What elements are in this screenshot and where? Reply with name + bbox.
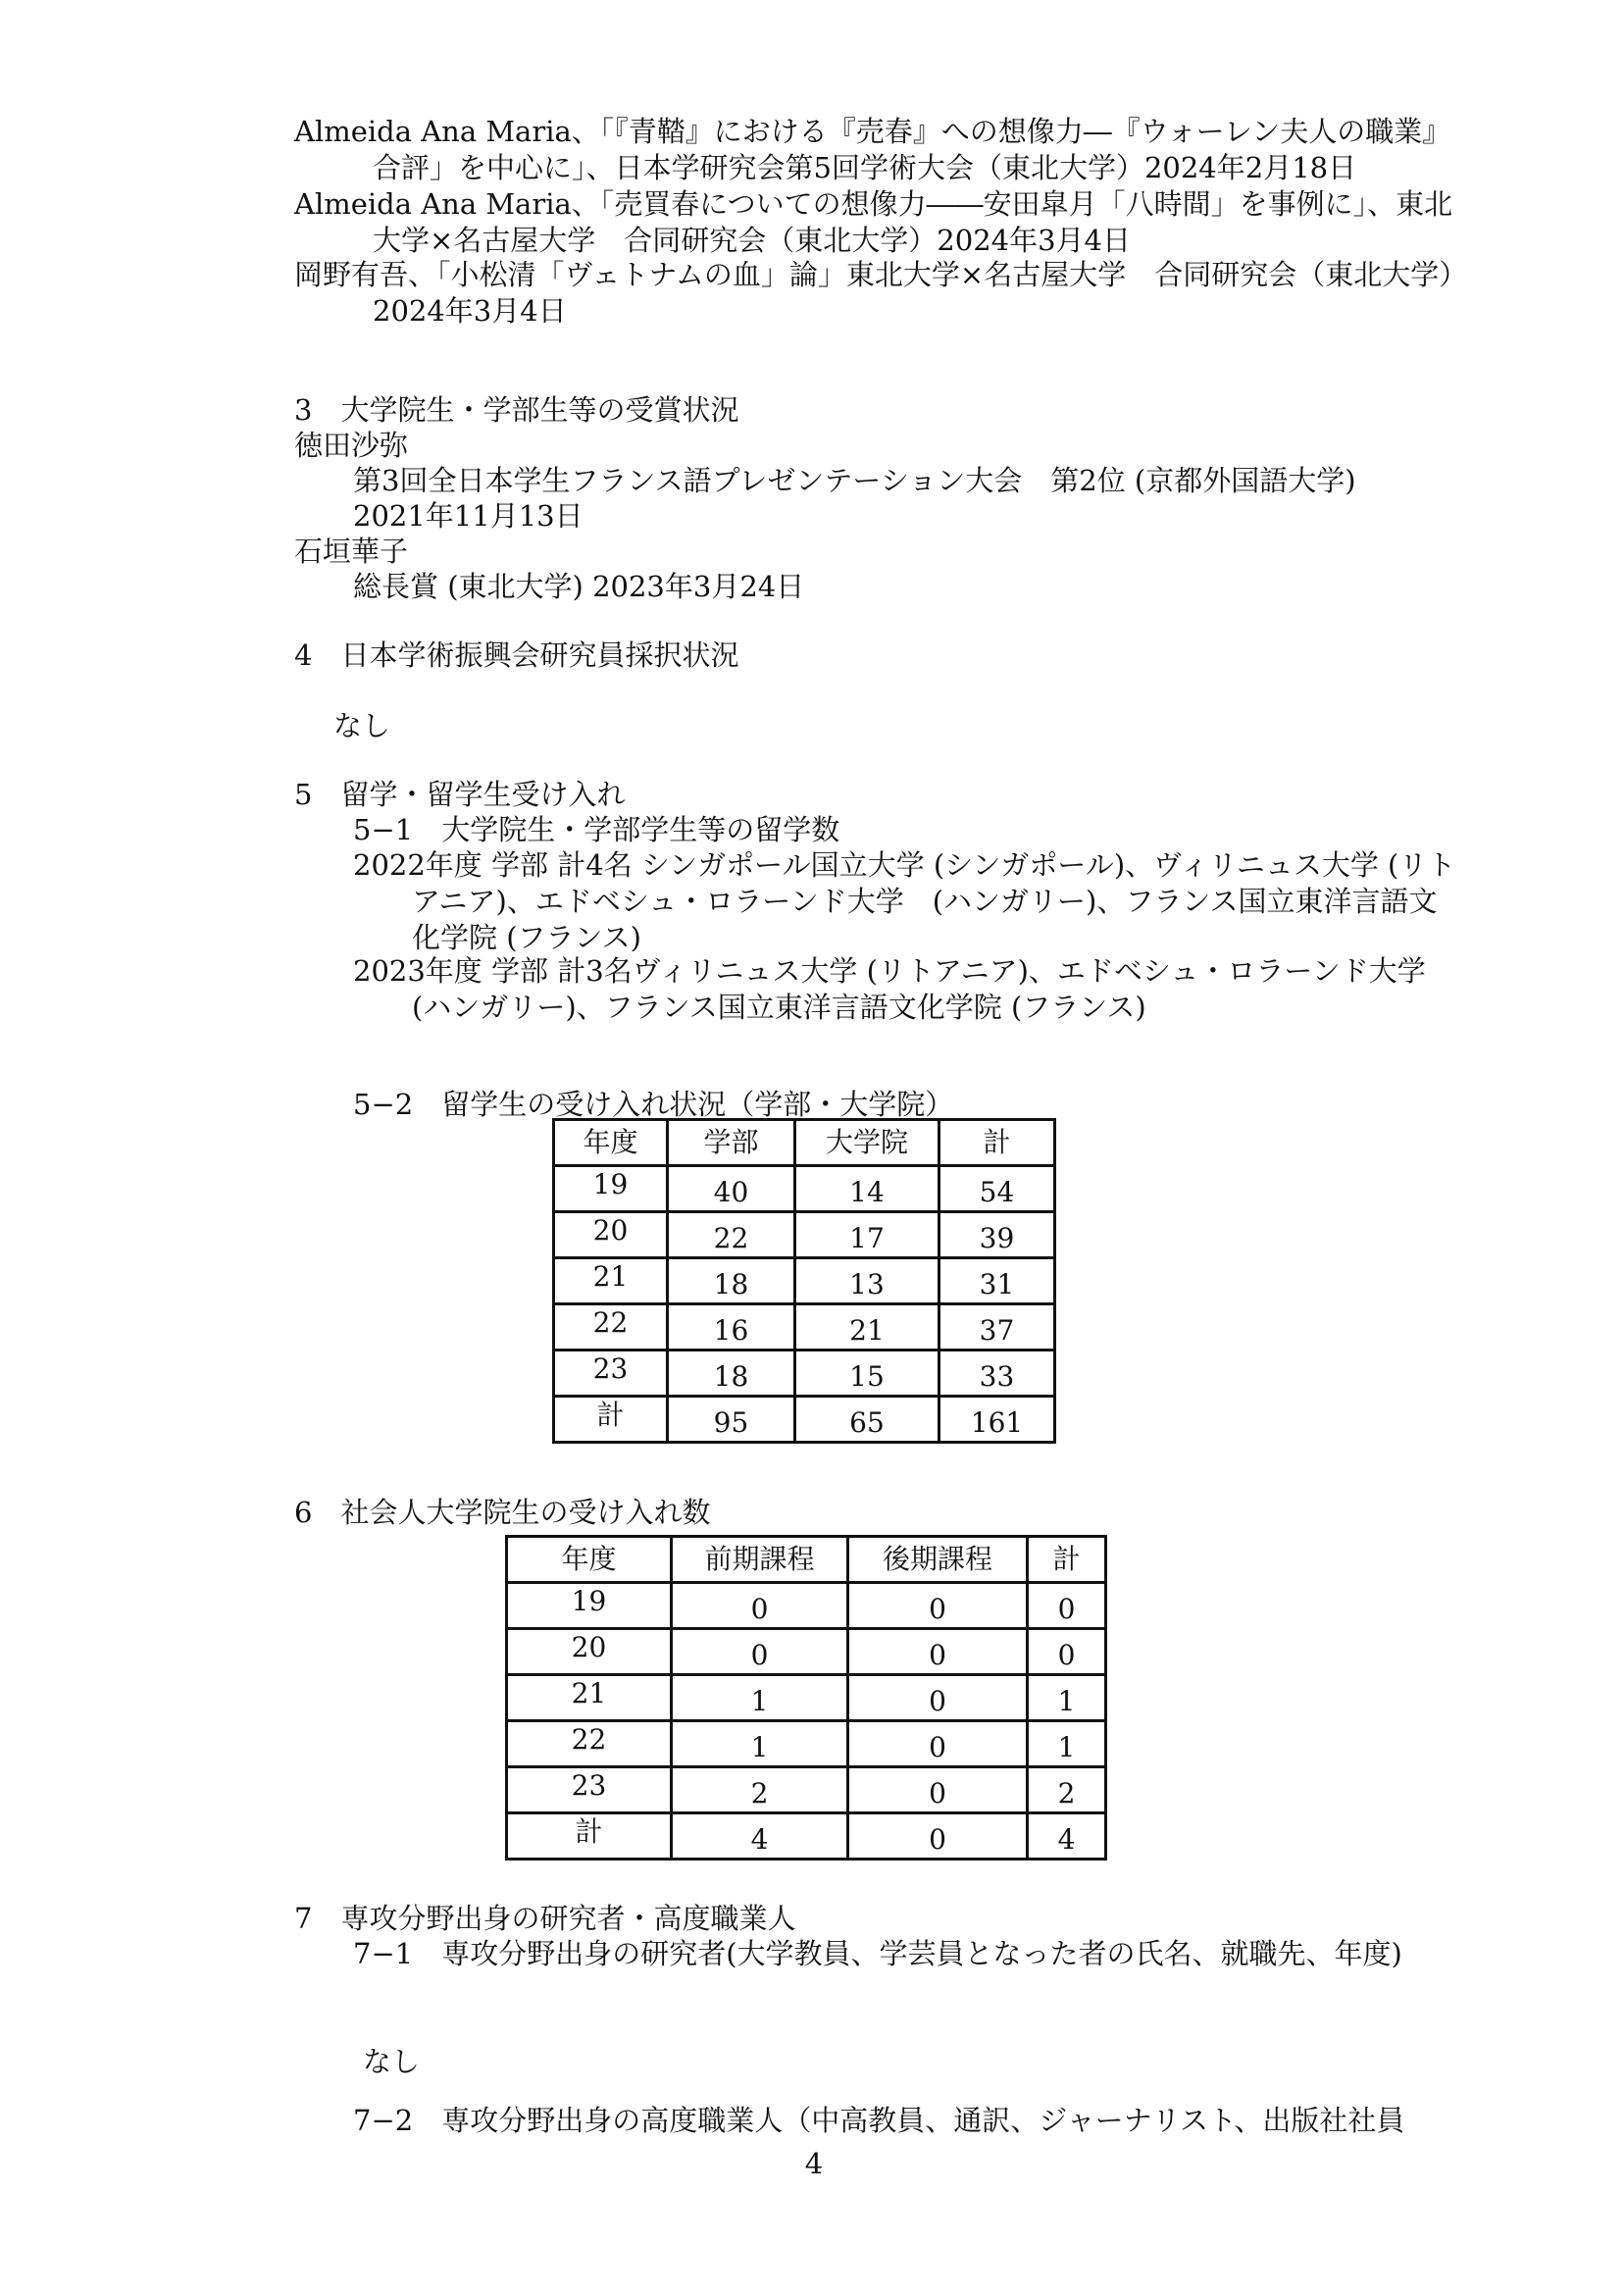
table-cell: 計 <box>554 1397 668 1443</box>
table-cell: 31 <box>939 1258 1055 1304</box>
awardee-name: 徳田沙弥 <box>294 429 409 462</box>
study-abroad-entry: 2022年度 学部 計4名 シンガポール国立大学 (シンガポール)、ヴィリニュス大学 (リトアニア)、エドベシュ・ロラーンド大学 (ハンガリー)、フランス国立東洋言語文化学院 (フランス) <box>353 848 1456 954</box>
table-cell: 16 <box>668 1304 795 1351</box>
reference-entry: Almeida Ana Maria、「売買春についての想像力――安田皐月「八時間」を事例に」、東北大学×名古屋大学 合同研究会（東北大学）2024年3月4日 <box>294 187 1453 257</box>
table-cell: 0 <box>848 1767 1028 1813</box>
table-cell: 1 <box>1028 1675 1106 1721</box>
table-cell: 0 <box>672 1583 848 1629</box>
intl-students-table <box>552 1118 1056 1444</box>
section-heading: 4 日本学術振興会研究員採択状況 <box>294 638 739 672</box>
table-cell: 13 <box>795 1258 939 1304</box>
table-header-row <box>554 1120 1055 1166</box>
table-row <box>554 1212 1055 1258</box>
table-cell: 17 <box>795 1212 939 1258</box>
page-number: 4 <box>804 2147 824 2180</box>
subsection-heading: 7−1 専攻分野出身の研究者(大学教員、学芸員となった者の氏名、就職先、年度) <box>353 1937 1402 1970</box>
table-cell: 54 <box>939 1166 1055 1212</box>
table-row <box>554 1351 1055 1397</box>
table-cell: 21 <box>795 1304 939 1351</box>
table-row <box>507 1721 1106 1767</box>
column-header: 年度 <box>507 1537 672 1583</box>
reference-entry: Almeida Ana Maria、「『青鞜』における『売春』への想像力―『ウォーレン夫人の職業』合評」を中心に」、日本学研究会第5回学術大会（東北大学）2024年2月18日 <box>294 115 1451 184</box>
reference-entry: 岡野有吾、「小松清「ヴェトナムの血」論」東北大学×名古屋大学 合同研究会（東北大学）2024年3月4日 <box>294 258 1468 328</box>
table-cell: 14 <box>795 1166 939 1212</box>
table-cell: 95 <box>668 1397 795 1443</box>
table-cell: 20 <box>507 1629 672 1675</box>
table-cell: 22 <box>507 1721 672 1767</box>
table-cell: 20 <box>554 1212 668 1258</box>
table-cell: 39 <box>939 1212 1055 1258</box>
table-cell: 19 <box>507 1583 672 1629</box>
table-cell: 22 <box>668 1212 795 1258</box>
table-cell: 1 <box>1028 1721 1106 1767</box>
column-header: 計 <box>939 1120 1055 1166</box>
working-adult-students-table <box>505 1535 1107 1861</box>
table-total-row <box>554 1397 1055 1443</box>
table-cell: 計 <box>507 1813 672 1860</box>
table-cell: 18 <box>668 1258 795 1304</box>
table-row <box>554 1304 1055 1351</box>
table-cell: 0 <box>848 1813 1028 1860</box>
table-cell: 161 <box>939 1397 1055 1443</box>
table-cell: 19 <box>554 1166 668 1212</box>
table-cell: 4 <box>1028 1813 1106 1860</box>
column-header: 後期課程 <box>848 1537 1028 1583</box>
table-cell: 4 <box>672 1813 848 1860</box>
column-header: 前期課程 <box>672 1537 848 1583</box>
awardee-name: 石垣華子 <box>294 535 409 568</box>
table-cell: 2 <box>1028 1767 1106 1813</box>
table-row <box>554 1166 1055 1212</box>
column-header: 計 <box>1028 1537 1106 1583</box>
section-heading: 7 専攻分野出身の研究者・高度職業人 <box>294 1902 796 1935</box>
table-cell: 0 <box>848 1675 1028 1721</box>
award-detail: 第3回全日本学生フランス語プレゼンテーション大会 第2位 (京都外国語大学) <box>353 464 1356 497</box>
table-row <box>507 1767 1106 1813</box>
table-cell: 65 <box>795 1397 939 1443</box>
award-date: 2021年11月13日 <box>353 499 584 533</box>
table-header-row <box>507 1537 1106 1583</box>
section-body: なし <box>333 709 391 742</box>
subsection-heading: 7−2 専攻分野出身の高度職業人（中高教員、通訳、ジャーナリスト、出版社社員 <box>353 2104 1405 2137</box>
table-cell: 33 <box>939 1351 1055 1397</box>
section-heading: 6 社会人大学院生の受け入れ数 <box>294 1496 711 1529</box>
table-cell: 2 <box>672 1767 848 1813</box>
table-cell: 0 <box>848 1629 1028 1675</box>
subsection-heading: 5−2 留学生の受け入れ状況（学部・大学院） <box>353 1088 954 1121</box>
table-cell: 18 <box>668 1351 795 1397</box>
table-row <box>507 1583 1106 1629</box>
table-row <box>507 1629 1106 1675</box>
table-cell: 37 <box>939 1304 1055 1351</box>
award-detail: 総長賞 (東北大学) 2023年3月24日 <box>353 570 805 603</box>
table-cell: 0 <box>848 1583 1028 1629</box>
section-heading: 5 留学・留学生受け入れ <box>294 778 626 811</box>
table-row <box>554 1258 1055 1304</box>
table-cell: 15 <box>795 1351 939 1397</box>
table-cell: 21 <box>507 1675 672 1721</box>
section-heading: 3 大学院生・学部生等の受賞状況 <box>294 393 739 427</box>
table-total-row <box>507 1813 1106 1860</box>
table-cell: 40 <box>668 1166 795 1212</box>
column-header: 大学院 <box>795 1120 939 1166</box>
study-abroad-entry: 2023年度 学部 計3名ヴィリニュス大学 (リトアニア)、エドベシュ・ロラーンド大学 (ハンガリー)、フランス国立東洋言語文化学院 (フランス) <box>353 954 1426 1024</box>
table-row <box>507 1675 1106 1721</box>
section-body: なし <box>363 2045 421 2078</box>
subsection-heading: 5−1 大学院生・学部学生等の留学数 <box>353 813 840 846</box>
table-cell: 22 <box>554 1304 668 1351</box>
table-cell: 1 <box>672 1675 848 1721</box>
table-cell: 0 <box>1028 1583 1106 1629</box>
table-cell: 1 <box>672 1721 848 1767</box>
table-cell: 0 <box>848 1721 1028 1767</box>
column-header: 年度 <box>554 1120 668 1166</box>
table-cell: 0 <box>1028 1629 1106 1675</box>
table-cell: 23 <box>554 1351 668 1397</box>
table-cell: 23 <box>507 1767 672 1813</box>
table-cell: 0 <box>672 1629 848 1675</box>
column-header: 学部 <box>668 1120 795 1166</box>
table-cell: 21 <box>554 1258 668 1304</box>
